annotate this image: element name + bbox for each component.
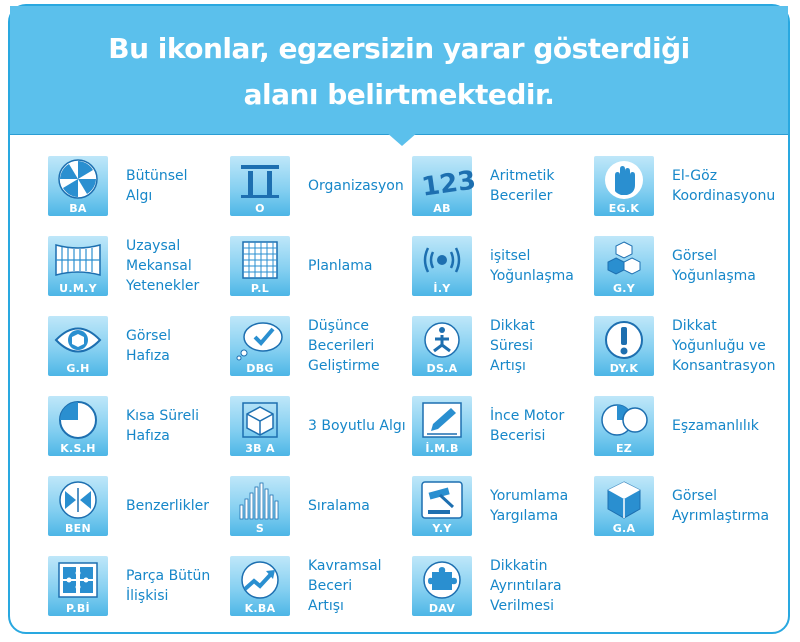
item-label-line: El-Göz bbox=[672, 168, 718, 184]
icon-code: S bbox=[255, 522, 265, 535]
item-label bbox=[490, 556, 562, 616]
icon-code: K.BA bbox=[244, 602, 276, 615]
legend-item bbox=[594, 396, 769, 458]
item-label-line: Dikkat bbox=[490, 318, 535, 334]
icon-tile bbox=[594, 316, 654, 376]
icon-code: G.H bbox=[66, 362, 90, 375]
item-label bbox=[308, 176, 404, 196]
icon-code: EG.K bbox=[608, 202, 640, 215]
icon-code: P.Bİ bbox=[66, 602, 90, 615]
panorama-icon bbox=[53, 239, 103, 281]
gavel-icon bbox=[417, 479, 467, 521]
hand-icon bbox=[599, 159, 649, 201]
icon-tile bbox=[412, 156, 478, 216]
sync-circles-icon bbox=[599, 399, 649, 441]
item-label-line: Yoğunlaşma bbox=[490, 268, 574, 284]
bars-icon bbox=[235, 479, 285, 521]
item-label bbox=[126, 566, 210, 606]
cube-icon bbox=[599, 479, 649, 521]
icon-tile bbox=[48, 236, 108, 296]
attention-span-icon bbox=[417, 319, 467, 361]
item-label-line: Yorumlama bbox=[490, 488, 569, 504]
icon-tile bbox=[230, 476, 290, 536]
icon-code: O bbox=[255, 202, 265, 215]
legend-item bbox=[48, 156, 223, 218]
icon-tile bbox=[412, 476, 472, 536]
item-label bbox=[126, 166, 188, 206]
legend-item bbox=[230, 396, 405, 458]
legend-item bbox=[48, 236, 223, 298]
svg-text:123: 123 bbox=[419, 165, 478, 203]
legend-item bbox=[594, 316, 776, 378]
icon-tile bbox=[230, 316, 290, 376]
puzzle-icon bbox=[53, 559, 103, 601]
item-label-line: Bütünsel bbox=[126, 168, 188, 184]
icon-tile bbox=[230, 236, 290, 296]
exclamation-icon bbox=[599, 319, 649, 361]
item-label-line: Beceriler bbox=[490, 188, 553, 204]
item-label bbox=[672, 246, 756, 286]
item-label bbox=[308, 416, 406, 436]
item-label-line: Beceri bbox=[308, 578, 353, 594]
icon-code: İ.M.B bbox=[425, 442, 459, 455]
organize-icon bbox=[235, 159, 285, 201]
item-label bbox=[672, 486, 769, 526]
item-label-line: İlişkisi bbox=[126, 588, 169, 604]
item-label-line: Görsel bbox=[672, 488, 717, 504]
growth-arrow-icon bbox=[235, 559, 285, 601]
item-label-line: Becerisi bbox=[490, 428, 546, 444]
item-label bbox=[308, 496, 370, 516]
item-label-line: Hafıza bbox=[126, 428, 170, 444]
legend-item bbox=[230, 316, 405, 378]
legend-item bbox=[412, 556, 587, 618]
item-label-line: İnce Motor bbox=[490, 408, 565, 424]
item-label-line: Artışı bbox=[490, 358, 526, 374]
icon-code: K.S.H bbox=[60, 442, 96, 455]
item-label-line: Uzaysal bbox=[126, 238, 181, 254]
legend-item bbox=[594, 236, 769, 298]
icon-code: EZ bbox=[615, 442, 633, 455]
icon-tile bbox=[230, 156, 290, 216]
item-label bbox=[490, 316, 535, 376]
item-label-line: Yargılama bbox=[490, 508, 559, 524]
icon-tile bbox=[412, 396, 472, 456]
grid-icon bbox=[235, 239, 285, 281]
item-label bbox=[672, 416, 759, 436]
item-label bbox=[126, 406, 199, 446]
item-label bbox=[490, 486, 568, 526]
icon-code: DBG bbox=[246, 362, 274, 375]
title-line-2: alanı belirtmektedir. bbox=[243, 78, 555, 111]
pencil-icon bbox=[417, 399, 467, 441]
legend-item bbox=[594, 476, 769, 538]
item-label-line: Ayrıntılara bbox=[490, 578, 562, 594]
legend-item bbox=[230, 476, 405, 538]
icon-tile bbox=[412, 556, 472, 616]
legend-item bbox=[48, 396, 223, 458]
item-label-line: Koordinasyonu bbox=[672, 188, 776, 204]
item-label-line: Eşzamanlılık bbox=[672, 418, 759, 434]
icon-tile bbox=[594, 396, 654, 456]
legend-item bbox=[230, 556, 405, 618]
puzzle-piece-icon bbox=[417, 559, 467, 601]
item-label bbox=[308, 256, 372, 276]
item-label-line: Yoğunlaşma bbox=[672, 268, 756, 284]
item-label-line: Süresi bbox=[490, 338, 534, 354]
item-label-line: Aritmetik bbox=[490, 168, 555, 184]
icon-tile bbox=[48, 556, 108, 616]
bowtie-icon bbox=[53, 479, 103, 521]
item-label bbox=[126, 496, 209, 516]
quarter-clock-icon bbox=[53, 399, 103, 441]
icon-tile bbox=[48, 316, 108, 376]
icon-legend-card bbox=[8, 4, 790, 634]
item-label-line: Yoğunluğu ve bbox=[672, 338, 766, 354]
fan-icon bbox=[53, 159, 103, 201]
item-label-line: Yetenekler bbox=[126, 278, 200, 294]
item-label bbox=[490, 246, 574, 286]
legend-item bbox=[412, 476, 587, 538]
icon-code: 3B A bbox=[245, 442, 275, 455]
item-label-line: Düşünce bbox=[308, 318, 370, 334]
item-label-line: Mekansal bbox=[126, 258, 192, 274]
sound-waves-icon bbox=[417, 239, 467, 281]
icon-tile bbox=[412, 316, 472, 376]
icon-code: DAV bbox=[428, 602, 456, 615]
legend-item bbox=[230, 156, 405, 218]
icon-tile bbox=[48, 476, 108, 536]
item-label-line: Ayrımlaştırma bbox=[672, 508, 770, 524]
legend-item bbox=[48, 316, 223, 378]
item-label bbox=[490, 166, 554, 206]
icon-code: Y.Y bbox=[432, 522, 452, 535]
icon-code: G.Y bbox=[612, 282, 636, 295]
item-label-line: Kısa Süreli bbox=[126, 408, 199, 424]
icon-code: BA bbox=[69, 202, 87, 215]
cube-3d-icon bbox=[235, 399, 285, 441]
thought-check-icon bbox=[235, 319, 285, 361]
numbers-123-icon bbox=[417, 159, 478, 203]
header-banner bbox=[10, 6, 788, 135]
legend-item bbox=[412, 156, 587, 218]
icon-tile bbox=[594, 236, 654, 296]
item-label bbox=[672, 316, 776, 376]
item-label bbox=[490, 406, 564, 446]
icon-tile bbox=[594, 156, 654, 216]
legend-item bbox=[48, 556, 223, 618]
item-label bbox=[308, 316, 380, 376]
item-label-line: işitsel bbox=[490, 248, 531, 264]
icon-code: DS.A bbox=[426, 362, 458, 375]
item-label bbox=[308, 556, 382, 616]
item-label-line: Dikkatin bbox=[490, 558, 548, 574]
icon-tile bbox=[230, 556, 290, 616]
eye-icon bbox=[53, 319, 103, 361]
item-label-line: Parça Bütün bbox=[126, 568, 211, 584]
item-label-line: Konsantrasyon bbox=[672, 358, 776, 374]
legend-item bbox=[412, 316, 587, 378]
item-label-line: Sıralama bbox=[308, 498, 370, 514]
icon-tile bbox=[230, 396, 290, 456]
icon-tile bbox=[412, 236, 472, 296]
item-label bbox=[672, 166, 775, 206]
item-label-line: Becerileri bbox=[308, 338, 375, 354]
item-label-line: Planlama bbox=[308, 258, 373, 274]
item-label-line: Benzerlikler bbox=[126, 498, 209, 514]
legend-item bbox=[48, 476, 223, 538]
item-label-line: Görsel bbox=[126, 328, 171, 344]
icon-tile bbox=[594, 476, 654, 536]
item-label-line: Organizasyon bbox=[308, 178, 404, 194]
icon-code: BEN bbox=[64, 522, 91, 535]
title-line-1: Bu ikonlar, egzersizin yarar gösterdiği bbox=[108, 32, 690, 65]
icon-code: DY.K bbox=[609, 362, 639, 375]
item-label-line: Görsel bbox=[672, 248, 717, 264]
header-pointer bbox=[386, 132, 418, 146]
item-label-line: 3 Boyutlu Algı bbox=[308, 418, 406, 434]
item-label bbox=[126, 326, 171, 366]
icon-code: G.A bbox=[612, 522, 636, 535]
icon-tile bbox=[48, 156, 108, 216]
item-label-line: Geliştirme bbox=[308, 358, 380, 374]
item-label-line: Dikkat bbox=[672, 318, 717, 334]
icon-code: İ.Y bbox=[433, 282, 451, 295]
item-label-line: Kavramsal bbox=[308, 558, 382, 574]
icon-code: AB bbox=[433, 202, 451, 215]
item-label-line: Artışı bbox=[308, 598, 344, 614]
item-label-line: Algı bbox=[126, 188, 153, 204]
item-label-line: Verilmesi bbox=[490, 598, 555, 614]
item-label-line: Hafıza bbox=[126, 348, 170, 364]
icon-code: P.L bbox=[250, 282, 270, 295]
legend-item bbox=[412, 236, 587, 298]
legend-item bbox=[594, 156, 776, 218]
icon-tile bbox=[48, 396, 108, 456]
item-label bbox=[126, 236, 199, 296]
legend-item bbox=[230, 236, 405, 298]
icon-code: U.M.Y bbox=[59, 282, 97, 295]
legend-item bbox=[412, 396, 587, 458]
cubes-icon bbox=[599, 239, 649, 281]
